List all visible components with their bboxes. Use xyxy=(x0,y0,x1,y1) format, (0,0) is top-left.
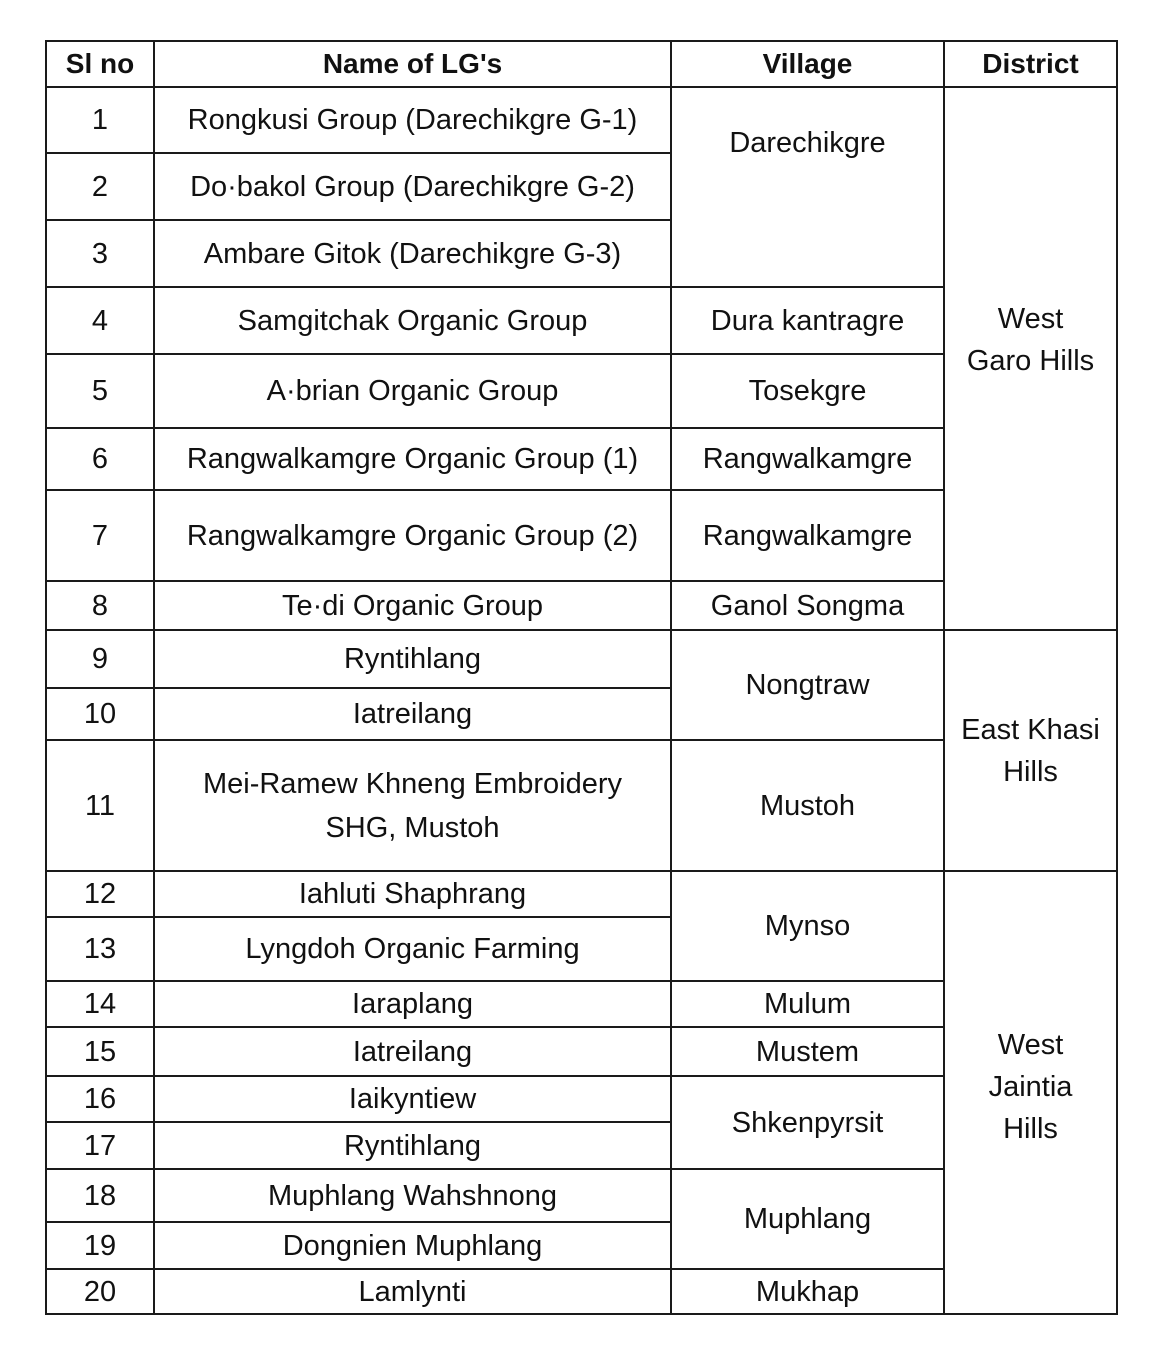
district-cell: West Jaintia Hills xyxy=(944,871,1117,1314)
sl-cell: 9 xyxy=(46,630,154,688)
village-cell: Ganol Songma xyxy=(671,581,944,630)
sl-cell: 13 xyxy=(46,917,154,981)
header-row xyxy=(46,41,1117,87)
lg-name-cell: Muphlang Wahshnong xyxy=(154,1169,671,1222)
sl-cell: 17 xyxy=(46,1122,154,1169)
lg-name-cell: Iatreilang xyxy=(154,1027,671,1076)
lg-name-cell: Mei-Ramew Khneng Embroidery SHG, Mustoh xyxy=(154,740,671,871)
lg-name-cell: Iahluti Shaphrang xyxy=(154,871,671,917)
lg-name-cell: Do·bakol Group (Darechikgre G-2) xyxy=(154,153,671,220)
village-cell: Tosekgre xyxy=(671,354,944,428)
village-cell: Mustem xyxy=(671,1027,944,1076)
sl-cell: 4 xyxy=(46,287,154,354)
lg-table-container xyxy=(45,40,1118,1315)
lg-name-cell: Ryntihlang xyxy=(154,630,671,688)
header-name-of-lgs: Name of LG's xyxy=(154,41,671,87)
header-district: District xyxy=(944,41,1117,87)
sl-cell: 2 xyxy=(46,153,154,220)
sl-cell: 16 xyxy=(46,1076,154,1122)
sl-cell: 7 xyxy=(46,490,154,581)
sl-cell: 11 xyxy=(46,740,154,871)
table-row xyxy=(46,87,1117,153)
village-cell: Rangwalkamgre xyxy=(671,490,944,581)
lg-name-cell: Iaikyntiew xyxy=(154,1076,671,1122)
sl-cell: 20 xyxy=(46,1269,154,1314)
village-cell: Mulum xyxy=(671,981,944,1027)
village-cell: Rangwalkamgre xyxy=(671,428,944,490)
sl-cell: 5 xyxy=(46,354,154,428)
sl-cell: 8 xyxy=(46,581,154,630)
village-cell: Shkenpyrsit xyxy=(671,1076,944,1169)
lg-name-cell: Dongnien Muphlang xyxy=(154,1222,671,1269)
header-village: Village xyxy=(671,41,944,87)
lg-name-cell: Rongkusi Group (Darechikgre G-1) xyxy=(154,87,671,153)
table-row xyxy=(46,871,1117,917)
lg-name-cell: Samgitchak Organic Group xyxy=(154,287,671,354)
lg-name-cell: Rangwalkamgre Organic Group (1) xyxy=(154,428,671,490)
sl-cell: 3 xyxy=(46,220,154,287)
village-cell: Mukhap xyxy=(671,1269,944,1314)
lg-name-cell: Rangwalkamgre Organic Group (2) xyxy=(154,490,671,581)
village-cell: Mynso xyxy=(671,871,944,981)
lg-name-cell: Ryntihlang xyxy=(154,1122,671,1169)
sl-cell: 18 xyxy=(46,1169,154,1222)
table-row xyxy=(46,630,1117,688)
lg-name-cell: A·brian Organic Group xyxy=(154,354,671,428)
sl-cell: 14 xyxy=(46,981,154,1027)
village-cell: Nongtraw xyxy=(671,630,944,740)
lg-name-cell: Ambare Gitok (Darechikgre G-3) xyxy=(154,220,671,287)
lg-name-cell: Lyngdoh Organic Farming xyxy=(154,917,671,981)
lg-name-cell: Iatreilang xyxy=(154,688,671,740)
sl-cell: 6 xyxy=(46,428,154,490)
lg-name-cell: Lamlynti xyxy=(154,1269,671,1314)
lg-table xyxy=(45,40,1118,1315)
lg-name-cell: Iaraplang xyxy=(154,981,671,1027)
village-cell: Mustoh xyxy=(671,740,944,871)
sl-cell: 19 xyxy=(46,1222,154,1269)
sl-cell: 12 xyxy=(46,871,154,917)
sl-cell: 15 xyxy=(46,1027,154,1076)
district-cell: East Khasi Hills xyxy=(944,630,1117,871)
sl-cell: 10 xyxy=(46,688,154,740)
village-cell: Muphlang xyxy=(671,1169,944,1269)
village-cell: Darechikgre xyxy=(671,87,944,287)
village-cell: Dura kantragre xyxy=(671,287,944,354)
lg-name-cell: Te·di Organic Group xyxy=(154,581,671,630)
district-cell: West Garo Hills xyxy=(944,87,1117,630)
sl-cell: 1 xyxy=(46,87,154,153)
header-sl-no: Sl no xyxy=(46,41,154,87)
